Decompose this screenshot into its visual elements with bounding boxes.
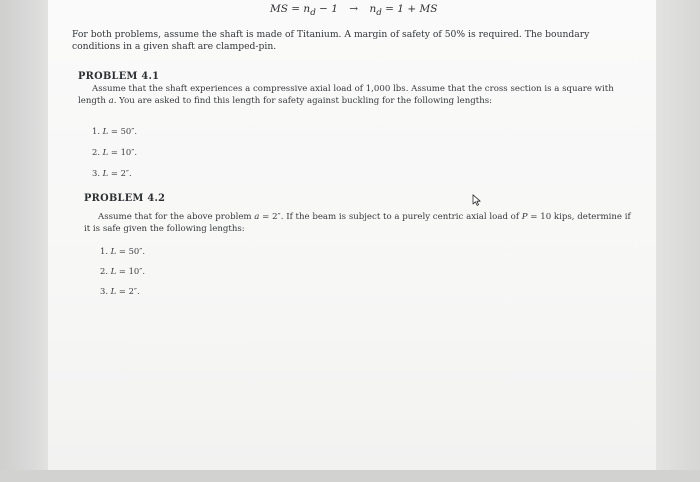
list-item-variable: L: [110, 246, 117, 256]
right-arrow-icon: →: [349, 3, 359, 15]
problem-4-1-var-a: a: [108, 95, 114, 106]
list-item: [100, 246, 145, 266]
list-item-variable: L: [110, 286, 117, 296]
list-item-value: = 50″.: [116, 246, 146, 256]
list-item-value: = 10″.: [116, 266, 146, 276]
problem-4-1-text: [78, 84, 630, 107]
list-item: [92, 147, 137, 168]
problem-4-2-var-a: a: [254, 212, 260, 222]
list-item: [100, 266, 145, 286]
document-page: [48, 0, 656, 470]
problem-4-1-text-start: Assume that the shaft experiences a compressive axial load of 1,000 lbs. Assume that the cross section is a square with length: [78, 84, 614, 106]
formula-left-tail: − 1: [315, 3, 338, 15]
formula-left: MS = n: [270, 3, 311, 15]
screen-bezel-right: [656, 0, 700, 482]
list-item-variable: L: [110, 266, 117, 276]
list-item: [92, 126, 137, 147]
list-item-variable: L: [102, 168, 109, 178]
problem-4-2-lengths-list: [100, 246, 145, 306]
list-item-value: = 2″.: [116, 286, 140, 296]
list-item-number: 2.: [92, 147, 100, 157]
list-item-number: 2.: [100, 266, 108, 276]
problem-4-1-lengths-list: [92, 126, 137, 189]
formula-right: n: [369, 3, 377, 15]
screen-bezel-bottom: [0, 470, 700, 482]
problem-4-2-text-start: Assume that for the above problem: [98, 212, 255, 222]
problem-4-2-text: [84, 212, 632, 235]
list-item-variable: L: [102, 126, 109, 136]
list-item-value: = 10″.: [108, 147, 138, 157]
screen-bezel-left: [0, 0, 48, 482]
list-item: [92, 168, 137, 189]
list-item-number: 1.: [92, 126, 100, 136]
mouse-pointer-icon: [472, 194, 482, 206]
problem-4-1-text-end: . You are asked to find this length for safety against buckling for the following lengths:: [113, 95, 493, 106]
formula-right-subscript: d: [376, 8, 382, 19]
list-item-variable: L: [102, 147, 109, 157]
problem-4-2-text-middle: = 2″. If the beam is subject to a purely centric axial load of: [259, 212, 522, 222]
list-item-value: = 50″.: [108, 126, 138, 136]
list-item-number: 1.: [100, 246, 108, 256]
problem-4-1-title: PROBLEM 4.1: [78, 71, 160, 82]
problem-4-2-title: PROBLEM 4.2: [84, 193, 166, 204]
problem-4-2-var-p: P: [521, 212, 528, 222]
problem-4-2-text-end: = 10 kips, determine if it is safe given the following lengths:: [84, 212, 631, 234]
margin-of-safety-formula: [270, 3, 437, 18]
list-item-value: = 2″.: [108, 168, 132, 178]
intro-paragraph: For both problems, assume the shaft is made of Titanium. A margin of safety of 50% is required. The boundary conditions in a given shaft are clamped-pin.: [72, 29, 590, 52]
list-item-number: 3.: [92, 168, 100, 178]
list-item-number: 3.: [100, 286, 108, 296]
formula-right-tail: = 1 + MS: [381, 3, 438, 15]
formula-left-subscript: d: [310, 8, 316, 19]
list-item: [100, 286, 145, 306]
